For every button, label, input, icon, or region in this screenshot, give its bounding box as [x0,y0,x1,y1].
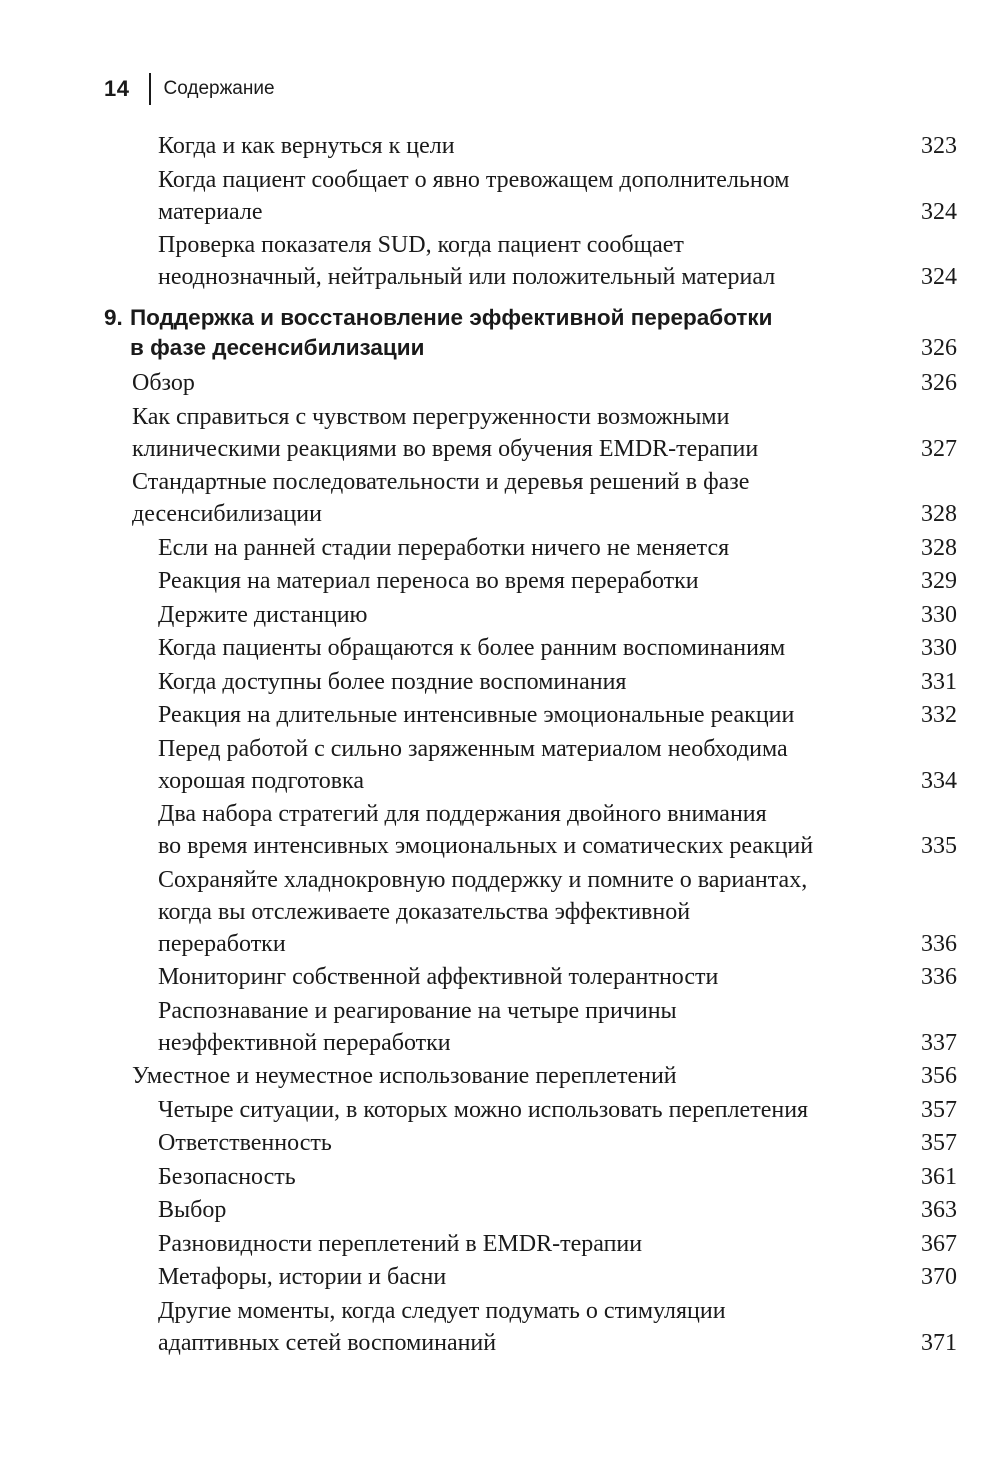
toc-page-number: 326 [921,370,957,396]
toc-entry-title [0,401,892,465]
toc-entry-line: Распознавание и реагирование на четыре причины [158,997,677,1024]
toc-entry-title [0,1261,898,1293]
toc-entry-line: Реакция на длительные интенсивные эмоциональные реакции [158,702,795,728]
toc-page-number: 337 [921,1029,957,1056]
toc-page-number: 357 [921,1096,957,1123]
toc-page-number: 336 [921,930,957,957]
toc-entry-line: Когда пациент сообщает о явно тревожащем дополнительном [158,166,790,193]
header-divider [149,73,151,105]
toc-entry-title [0,632,898,664]
toc-page-number: 367 [921,1230,957,1257]
toc-entry-line: во время интенсивных эмоциональных и соматических реакций [158,833,814,859]
toc-entry-title [0,599,898,631]
toc-entry-title [0,1094,898,1126]
toc-entry-line: Когда доступны более поздние воспоминания [158,668,627,695]
toc-entry [0,666,1000,698]
toc-entry-line: Мониторинг собственной аффективной толерантности [158,964,719,990]
toc-entry-line: хорошая подготовка [158,767,365,794]
toc-entry [0,995,1000,1059]
toc-entry-title [0,229,898,293]
toc-entry-line: Когда пациенты обращаются к более ранним воспоминаниям [158,635,786,661]
toc-page-number: 335 [921,833,957,859]
toc-entry-line: неэффективной переработки [158,1029,451,1056]
toc-entry-line: Если на ранней стадии переработки ничего не меняется [158,534,730,561]
toc-entry-title [0,798,898,862]
toc-page-number: 326 [921,335,957,361]
toc-page-number: 324 [921,264,957,290]
running-section-title: Содержание [163,78,275,99]
toc-entry [0,1295,1000,1359]
toc-entry-title [0,532,898,564]
toc-page-number: 363 [921,1197,957,1223]
toc-entry-line: Выбор [158,1197,227,1223]
chapter-number: 9. [104,305,123,330]
toc-entry-line: когда вы отслеживаете доказательства эффективной [158,898,691,925]
toc-entry [0,864,1000,960]
toc-entry [0,1060,1000,1092]
toc-entry-line: Два набора стратегий для поддержания двойного внимания [158,801,767,827]
toc-entry-title [0,565,898,597]
toc-entry-title [0,303,844,363]
toc-entry [0,466,1000,530]
toc-entry-line: Разновидности переплетений в EMDR-терапии [158,1230,643,1257]
toc-entry-line: переработки [158,930,286,957]
toc-entry [0,1228,1000,1260]
page-number: 14 [104,76,130,101]
toc-entry [0,164,1000,228]
toc-entry [0,961,1000,993]
toc-entry-title [0,699,898,731]
toc-entry-line: Четыре ситуации, в которых можно использовать переплетения [158,1096,809,1123]
toc-entry [0,1127,1000,1159]
toc-entry-line: Другие моменты, когда следует подумать о стимуляции [158,1297,726,1324]
toc-entry [0,1094,1000,1126]
toc-entry [0,1161,1000,1193]
toc-page-number: 323 [921,133,957,159]
toc-entry-title [0,1194,898,1226]
toc-page-number: 330 [921,601,957,628]
toc-entry [0,699,1000,731]
toc-page-number: 328 [921,501,957,527]
toc-entry-line: клиническими реакциями во время обучения EMDR-терапии [132,435,759,462]
toc-entry [0,367,1000,399]
toc-entry-title [0,367,892,399]
toc-page-number: 336 [921,964,957,990]
toc-entry-title [0,995,898,1059]
toc-page-number: 324 [921,198,957,225]
toc-page-number: 330 [921,635,957,661]
toc-entry-line [104,303,844,333]
toc-entry-line: Безопасность [158,1163,296,1190]
toc-page-number: 332 [921,702,957,728]
toc-page-number: 334 [921,767,957,794]
toc-entry-title [0,1060,892,1092]
toc-entry [0,1194,1000,1226]
toc-entry-title [0,1295,898,1359]
toc-entry-title [0,164,898,228]
toc-entry-title [0,864,898,960]
toc-page-number: 327 [921,435,957,462]
toc-entry-line: Ответственность [158,1130,332,1156]
toc-entry-line: Стандартные последовательности и деревья решений в фазе [132,469,750,495]
toc-page-number: 371 [921,1329,957,1356]
toc-page-number: 370 [921,1264,957,1290]
toc-entry-title [0,733,898,797]
toc-entry-line: Когда и как вернуться к цели [158,133,455,159]
toc-entry [0,733,1000,797]
toc-entry-title [0,666,898,698]
running-header [104,72,275,106]
toc-entry [0,401,1000,465]
toc-entry-line: Уместное и неуместное использование переплетений [132,1063,677,1089]
toc-entry-title [0,961,898,993]
toc-entry-line: Обзор [132,370,195,396]
toc-entry-line: материале [158,198,263,225]
toc-entry-line: Держите дистанцию [158,601,368,628]
toc-page-number: 361 [921,1163,957,1190]
toc-entry-line: Реакция на материал переноса во время переработки [158,568,699,594]
toc-entry-line: в фазе десенсибилизации [130,335,425,360]
toc-entry [0,532,1000,564]
table-of-contents [0,130,1000,1360]
toc-entry [0,565,1000,597]
toc-entry-title [0,466,892,530]
toc-entry-title [0,1228,898,1260]
toc-entry-line: Метафоры, истории и басни [158,1264,447,1290]
toc-chapter [0,303,1000,363]
toc-entry-line: Как справиться с чувством перегруженности возможными [132,403,730,430]
toc-entry-line: десенсибилизации [132,501,322,527]
toc-page-number: 328 [921,534,957,561]
toc-entry [0,632,1000,664]
toc-entry-line: адаптивных сетей воспоминаний [158,1329,497,1356]
toc-entry [0,798,1000,862]
toc-page-number: 357 [921,1130,957,1156]
toc-entry [0,229,1000,293]
chapter-title-text: Поддержка и восстановление эффективной переработки [130,305,773,330]
toc-page-number: 331 [921,668,957,695]
toc-entry-line: неоднозначный, нейтральный или положительный материал [158,264,776,290]
toc-entry-line: Сохраняйте хладнокровную поддержку и помните о вариантах, [158,866,808,893]
toc-entry-title [0,130,898,162]
toc-entry-line: Перед работой с сильно заряженным материалом необходима [158,735,788,762]
toc-entry-line: Проверка показателя SUD, когда пациент сообщает [158,232,684,258]
toc-entry [0,1261,1000,1293]
toc-page-number: 329 [921,568,957,594]
toc-page-number: 356 [921,1063,957,1089]
toc-entry-title [0,1127,898,1159]
toc-entry [0,599,1000,631]
toc-entry [0,130,1000,162]
toc-entry-title [0,1161,898,1193]
